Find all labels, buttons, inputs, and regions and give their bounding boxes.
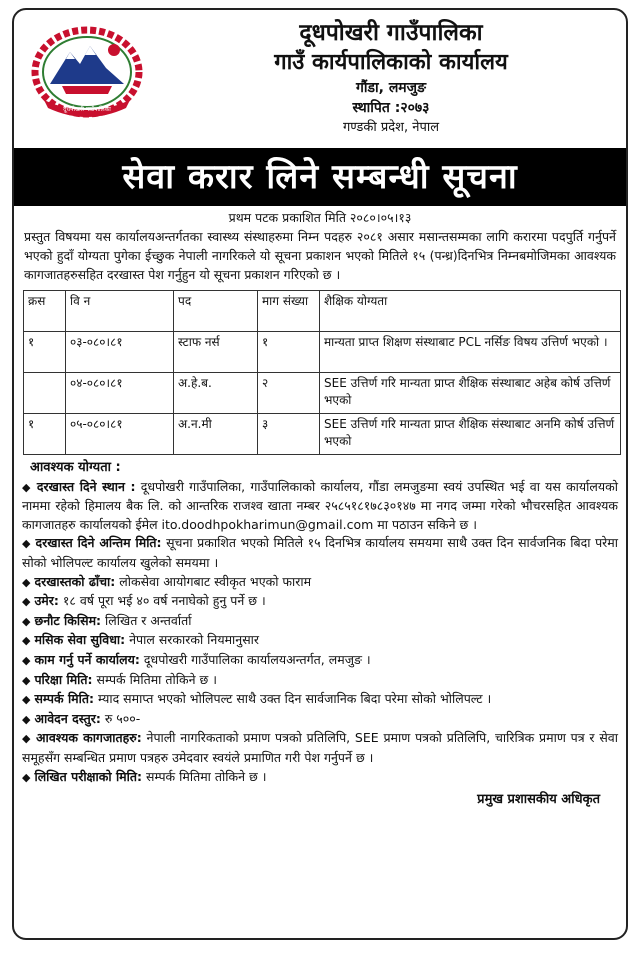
requirements-title: आवश्यक योग्यता :	[30, 460, 121, 475]
cell-post: अ.न.मी	[174, 414, 258, 455]
item-text: नेपाल सरकारको नियमानुसार	[129, 632, 260, 648]
bullet-diamond-icon: ◆	[22, 634, 31, 648]
item-text: दूधपोखरी गाउँपालिका कार्यालयअन्तर्गत, लमजुङ ।	[143, 651, 371, 667]
item-label: आवश्यक कागजातहरु:	[36, 730, 142, 746]
col-header-demand: माग संख्या	[258, 291, 320, 332]
bullet-diamond-icon: ◆	[22, 732, 32, 746]
cell-demand: १	[258, 332, 320, 373]
list-item	[22, 690, 618, 710]
bullet-diamond-icon: ◆	[22, 770, 31, 784]
col-header-sn: क्रस	[24, 291, 66, 332]
bullet-diamond-icon: ◆	[22, 480, 32, 494]
established-year: स्थापित :२०७३	[352, 100, 430, 116]
item-text: सम्पर्क मितिमा तोकिने छ ।	[96, 671, 217, 687]
cell-qualification: SEE उत्तिर्ण गरि मान्यता प्राप्त शैक्षिक संस्थाबाट अनमि कोर्ष उत्तिर्ण भएको	[320, 414, 621, 455]
cell-ad-no: ०५-०८०।८१	[66, 414, 174, 455]
cell-sn: १	[24, 414, 66, 455]
list-item	[22, 729, 618, 767]
item-label: दरखास्त दिने स्थान :	[36, 478, 136, 494]
bullet-diamond-icon: ◆	[22, 614, 31, 628]
notice-title-banner: सेवा करार लिने सम्बन्धी सूचना	[12, 148, 628, 206]
cell-qualification: SEE उत्तिर्ण गरि मान्यता प्राप्त शैक्षिक संस्थाबाट अहेब कोर्ष उत्तिर्ण भएको	[320, 373, 621, 414]
office-name: गाउँ कार्यपालिकाको कार्यालय	[274, 50, 508, 75]
item-label: आवेदन दस्तुर:	[34, 710, 101, 726]
bullet-diamond-icon: ◆	[22, 712, 31, 726]
bullet-diamond-icon: ◆	[22, 537, 32, 551]
table-row	[24, 373, 621, 414]
list-item	[22, 478, 618, 535]
municipality-name: दूधपोखरी गाउँपालिका	[299, 20, 483, 46]
bullet-diamond-icon: ◆	[22, 673, 31, 687]
col-header-qualification: शैक्षिक योग्यता	[320, 291, 621, 332]
list-item	[22, 534, 618, 572]
cell-qualification: मान्यता प्राप्त शिक्षण संस्थाबाट PCL नर्सिङ विषय उत्तिर्ण भएको ।	[320, 332, 621, 373]
item-text: सम्पर्क मितिमा तोकिने छ ।	[146, 768, 267, 784]
table-row	[24, 414, 621, 455]
office-location: गौंडा, लमजुङ	[356, 80, 426, 96]
cell-sn: १	[24, 332, 66, 373]
posts-table	[23, 290, 621, 455]
signature-title: प्रमुख प्रशासकीय अधिकृत	[477, 792, 600, 808]
list-item	[22, 671, 618, 691]
item-label: दरखास्त दिने अन्तिम मिति:	[35, 535, 162, 551]
header	[14, 10, 626, 148]
item-text: नेपाली नागरिकताको प्रमाण पत्रको प्रतिलिपि, SEE प्रमाण पत्रको प्रतिलिपि, चारित्रिक प्रमाण पत्र र सेवा समूहसँग सम्बन्धित प्रमाण पत्रहरु उमेदवार स्वयंले प्रमाणित गरी पेश गर्नुपर्ने छ ।	[22, 730, 618, 765]
item-text: दूधपोखरी गाउँपालिका, गाउँपालिकाको कार्यालय, गौंडा लमजुङमा स्वयं उपस्थित भई वा यस कार्यालयको नाममा रहेको हिमालय बैक लि. को आन्तरिक राजश्व खाता नम्बर २५८५१८१७८३०१४७ मा नगद जम्मा गरेको भौचरसहित आवश्यक कागजातहरु कार्यालयको ईमेल ito.doodhpokharimun@gmail.com मा पठाउन सकिने छ ।	[22, 478, 618, 532]
item-label: काम गर्नु पर्ने कार्यालय:	[34, 651, 140, 667]
cell-sn	[24, 373, 66, 414]
item-text: सूचना प्रकाशित भएको मितिले १५ दिनभित्र कार्यालय समयमा साथै उक्त दिन सार्वजनिक बिदा परेमा सोको भोलिपल्ट कार्यालय खुलेको समयमा ।	[22, 535, 618, 570]
list-item	[22, 573, 618, 593]
col-header-post: पद	[174, 291, 258, 332]
list-item	[22, 651, 618, 671]
list-item	[22, 612, 618, 632]
cell-post: स्टाफ नर्स	[174, 332, 258, 373]
bullet-diamond-icon: ◆	[22, 575, 31, 589]
notice-page	[12, 8, 628, 940]
item-text: लोकसेवा आयोगबाट स्वीकृत भएको फाराम	[119, 573, 312, 589]
bullet-diamond-icon: ◆	[22, 693, 31, 707]
cell-ad-no: ०३-०८०।८१	[66, 332, 174, 373]
requirements-section	[14, 459, 626, 787]
item-text: म्याद समाप्त भएको भोलिपल्ट साथै उक्त दिन सार्वजानिक बिदा परेमा सोको भोलिपल्ट ।	[98, 691, 492, 707]
list-item	[22, 710, 618, 730]
municipality-emblem-icon	[28, 24, 146, 120]
item-label: छनौट किसिम:	[34, 612, 102, 628]
item-label: मसिक सेवा सुविधा:	[34, 632, 126, 648]
item-label: परिक्षा मिति:	[34, 671, 93, 687]
item-label: सम्पर्क मिति:	[34, 691, 95, 707]
emblem-text: दूधपोखरी गाउँपालिका	[63, 106, 111, 113]
col-header-ad-no: वि न	[66, 291, 174, 332]
office-heading	[164, 18, 618, 138]
item-label: उमेर:	[34, 593, 59, 609]
cell-post: अ.हे.ब.	[174, 373, 258, 414]
bullet-diamond-icon: ◆	[22, 653, 31, 667]
cell-demand: ३	[258, 414, 320, 455]
published-date: प्रथम पटक प्रकाशित मिति २०८०।०५।१३	[228, 210, 412, 225]
intro-paragraph: प्रस्तुत विषयमा यस कार्यालयअन्तर्गतका स्वास्थ्य संस्थाहरुमा निम्न पदहरु २०८१ असार मसान्तसम्मका लागि करारमा पदपुर्ति गर्नुपर्ने भएको हुदाँ योग्यता पुगेका ईच्छुक नेपाली नागरिकले यो सूचना प्रकाशन भएको मितिले १५ (पन्ध्र)दिनभित्र निम्नबमोजिमका आवश्यक कागजातहरुसहित दरखास्त पेश गर्नुहुन यो सूचना प्रकाशन गरिएको छ ।	[24, 229, 616, 282]
table-row	[24, 332, 621, 373]
province-name: गण्डकी प्रदेश, नेपाल	[342, 120, 440, 135]
item-text: १८ वर्ष पूरा भई ४० वर्ष ननाघेको हुनु पर्ने छ ।	[62, 593, 266, 609]
cell-ad-no: ०४-०८०।८१	[66, 373, 174, 414]
item-label: दरखास्तको ढाँचा:	[34, 573, 116, 589]
item-label: लिखित परीक्षाको मिति:	[34, 768, 143, 784]
list-item	[22, 631, 618, 651]
list-item	[22, 592, 618, 612]
table-header-row	[24, 291, 621, 332]
cell-demand: २	[258, 373, 320, 414]
bullet-diamond-icon: ◆	[22, 595, 31, 609]
item-text: लिखित र अन्तर्वार्ता	[105, 612, 192, 628]
list-item	[22, 768, 618, 788]
item-text: रु ५००-	[104, 710, 141, 726]
